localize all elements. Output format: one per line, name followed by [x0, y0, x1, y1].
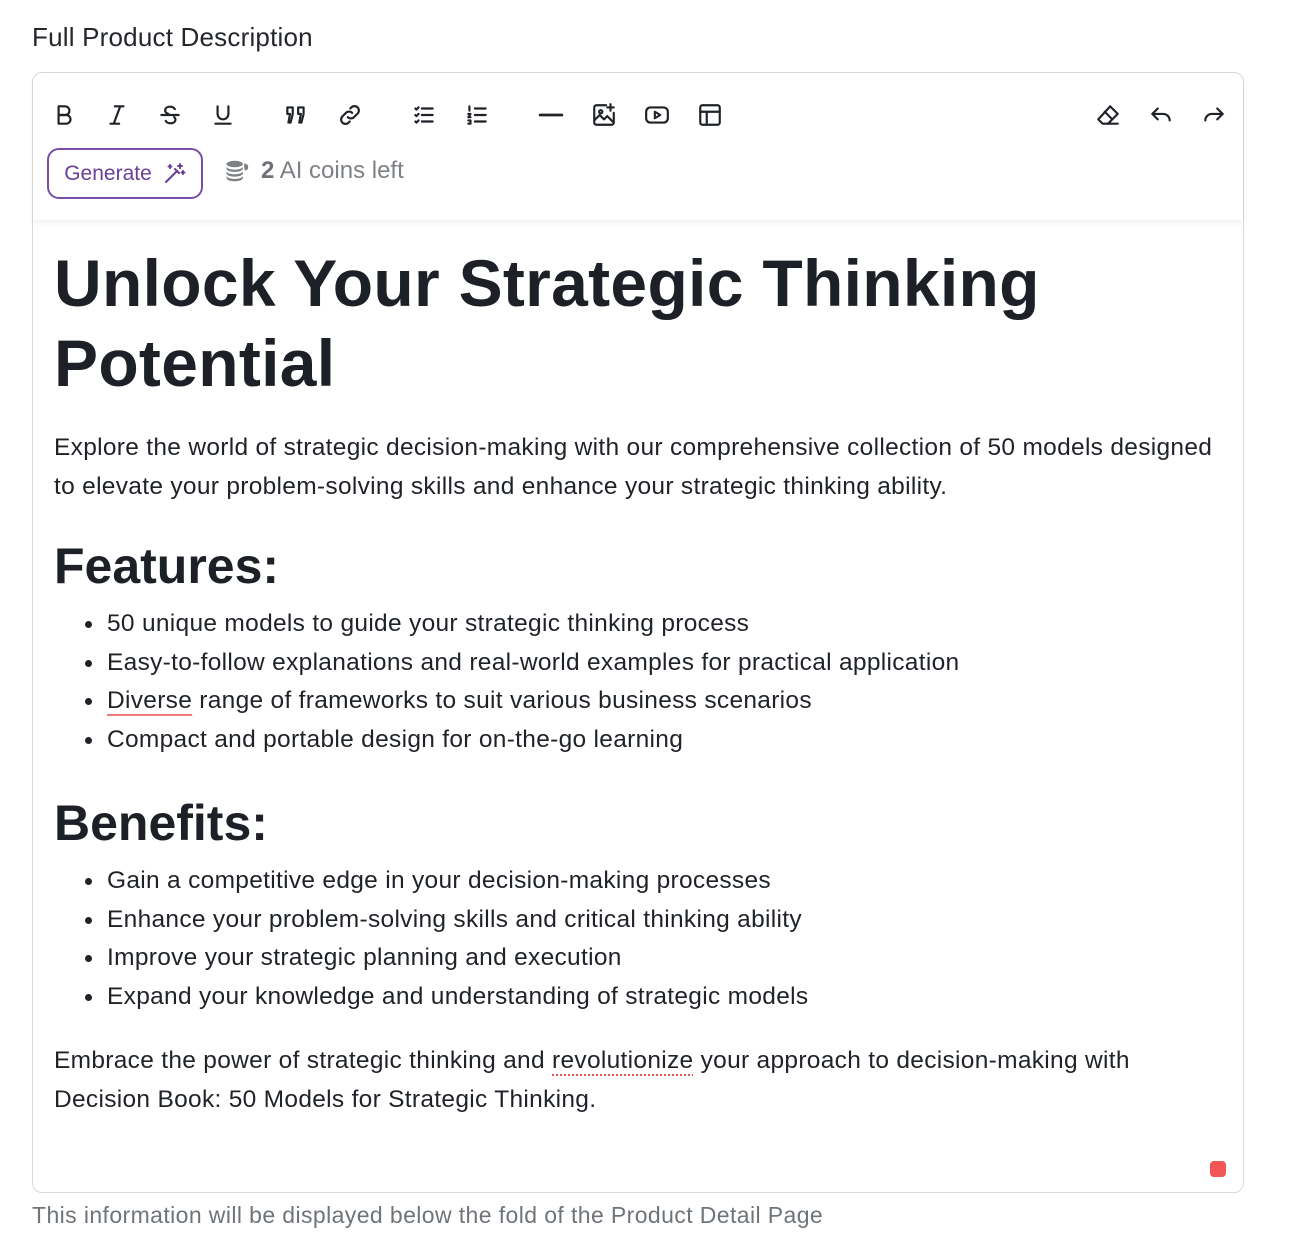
underline-icon [210, 102, 236, 128]
ordered-list-button[interactable] [457, 95, 497, 135]
coins-text: AI coins left [279, 157, 404, 184]
magic-wand-icon [162, 162, 186, 186]
coins-count: 2 [261, 157, 275, 184]
bold-button[interactable] [44, 95, 84, 135]
link-button[interactable] [330, 95, 370, 135]
strikethrough-icon [157, 102, 183, 128]
closing-text: Embrace the power of strategic thinking and [54, 1047, 553, 1074]
bullet-list-button[interactable] [404, 95, 444, 135]
editor-toolbar [33, 73, 1243, 220]
italic-button[interactable] [97, 95, 137, 135]
description-title: Unlock Your Strategic Thinking Potential [54, 246, 1040, 400]
features-heading: Features: [54, 538, 280, 594]
list-item: 50 unique models to guide your strategic thinking process [107, 605, 1224, 644]
insert-table-icon [697, 102, 723, 128]
benefits-list [54, 862, 1224, 1016]
clear-format-icon [1095, 102, 1121, 128]
list-item: Easy-to-follow explanations and real-world examples for practical application [107, 644, 1224, 683]
italic-icon [104, 102, 130, 128]
list-item [107, 682, 1224, 721]
undo-button[interactable] [1141, 95, 1181, 135]
ordered-list-icon [464, 102, 490, 128]
insert-table-button[interactable] [690, 95, 730, 135]
closing-text: your approach to decision-making with Decision Book: 50 Models for Strategic Thinking. [54, 1047, 1130, 1113]
intro-paragraph: Explore the world of strategic decision-making with our comprehensive collection of 50 models designed to elevate your problem-solving skills and enhance your strategic thinking ability. [54, 434, 1213, 500]
bullet-list-icon [411, 102, 437, 128]
rich-text-editor[interactable] [32, 72, 1244, 1193]
strikethrough-button[interactable] [150, 95, 190, 135]
list-item-text: range of frameworks to suit various business scenarios [192, 687, 812, 714]
clear-format-button[interactable] [1088, 95, 1128, 135]
list-item: Improve your strategic planning and execution [107, 939, 1224, 978]
list-item: Enhance your problem-solving skills and critical thinking ability [107, 901, 1224, 940]
insert-video-button[interactable] [637, 95, 677, 135]
redo-icon [1201, 102, 1227, 128]
redo-button[interactable] [1194, 95, 1234, 135]
generate-button[interactable] [47, 148, 203, 199]
benefits-heading: Benefits: [54, 795, 268, 851]
resize-handle[interactable] [1210, 1161, 1226, 1177]
field-label: Full Product Description [32, 22, 313, 52]
horizontal-rule-button[interactable] [531, 95, 571, 135]
helper-text: This information will be displayed below the fold of the Product Detail Page [32, 1202, 824, 1228]
ai-coins-indicator [223, 157, 404, 185]
blockquote-button[interactable] [276, 95, 316, 135]
list-item: Gain a competitive edge in your decision-making processes [107, 862, 1224, 901]
features-list [54, 605, 1224, 759]
undo-icon [1148, 102, 1174, 128]
horizontal-rule-icon [538, 102, 564, 128]
generate-label: Generate [64, 161, 152, 185]
blockquote-icon [283, 102, 309, 128]
list-item: Expand your knowledge and understanding of strategic models [107, 978, 1224, 1017]
link-icon [337, 102, 363, 128]
insert-image-button[interactable] [584, 95, 624, 135]
coins-icon [223, 157, 251, 185]
underline-button[interactable] [203, 95, 243, 135]
bold-icon [51, 102, 77, 128]
closing-paragraph [54, 1042, 1224, 1119]
spellcheck-word[interactable]: revolutionize [552, 1047, 694, 1074]
editor-content[interactable] [54, 243, 1224, 1119]
insert-image-icon [591, 102, 617, 128]
spellcheck-word[interactable]: Diverse [107, 687, 193, 714]
insert-video-icon [644, 102, 670, 128]
list-item: Compact and portable design for on-the-go learning [107, 721, 1224, 760]
